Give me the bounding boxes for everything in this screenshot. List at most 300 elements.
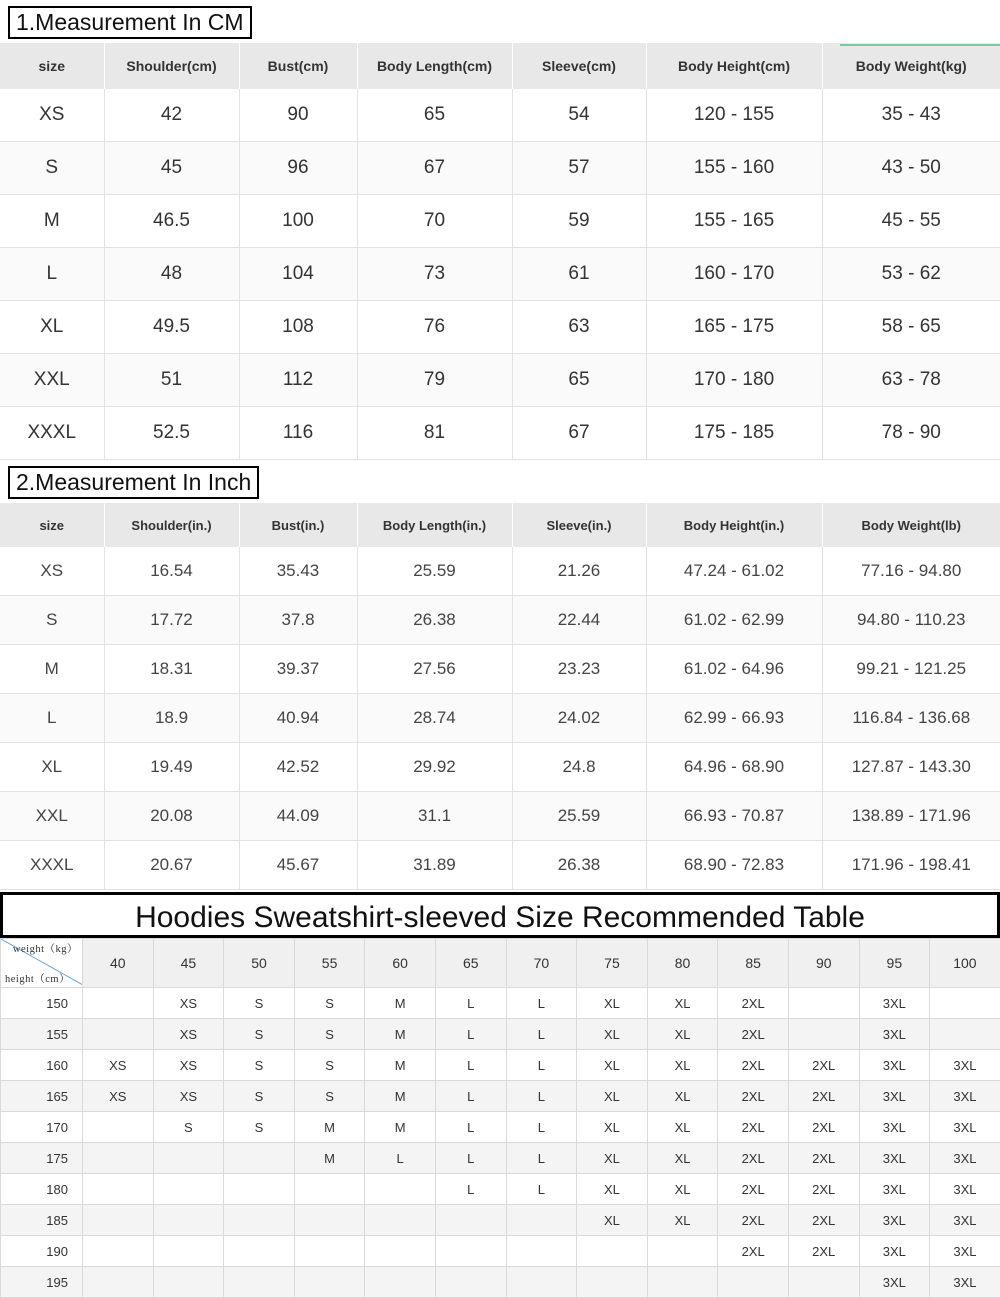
cell-body-length: 25.59 <box>357 547 512 596</box>
cell-body-height: 155 - 160 <box>646 142 822 195</box>
cell-body-height: 155 - 165 <box>646 195 822 248</box>
cell-body-weight: 35 - 43 <box>822 89 1000 142</box>
cell-body-length: 27.56 <box>357 645 512 694</box>
cell-size-recommendation <box>83 1143 154 1174</box>
cell-size-recommendation <box>153 1174 224 1205</box>
cell-size-recommendation <box>224 1236 295 1267</box>
table-row <box>0 694 1000 743</box>
cell-body-height: 64.96 - 68.90 <box>646 743 822 792</box>
cell-size-recommendation: XL <box>577 1174 648 1205</box>
cell-sleeve: 59 <box>512 195 646 248</box>
cell-size-recommendation: S <box>294 988 365 1019</box>
cell-body-length: 29.92 <box>357 743 512 792</box>
cell-body-length: 70 <box>357 195 512 248</box>
cell-sleeve: 65 <box>512 354 646 407</box>
cell-size-recommendation: L <box>435 1143 506 1174</box>
row-header-height: 150 <box>1 988 83 1019</box>
column-header-weight: 80 <box>647 939 718 988</box>
cell-size-recommendation <box>83 1267 154 1298</box>
table-row <box>1 1236 1000 1267</box>
cell-body-length: 28.74 <box>357 694 512 743</box>
cell-size-recommendation: 3XL <box>859 1174 930 1205</box>
table-row <box>0 89 1000 142</box>
table-row <box>1 1143 1000 1174</box>
cell-size-recommendation: XL <box>647 1143 718 1174</box>
cell-size-recommendation: XL <box>577 1081 648 1112</box>
cell-size-recommendation <box>83 1236 154 1267</box>
accent-rule <box>840 44 1000 46</box>
cell-sleeve: 22.44 <box>512 596 646 645</box>
cell-shoulder: 52.5 <box>104 407 239 460</box>
recommended-table-title: Hoodies Sweatshirt-sleeved Size Recommended Table <box>0 892 1000 938</box>
cell-size-recommendation: 3XL <box>859 1205 930 1236</box>
cell-size-recommendation: 3XL <box>859 1081 930 1112</box>
cell-body-length: 73 <box>357 248 512 301</box>
cell-size-recommendation <box>718 1267 789 1298</box>
cell-size-recommendation <box>506 1205 577 1236</box>
column-header-body-length: Body Length(in.) <box>357 503 512 547</box>
cell-shoulder: 48 <box>104 248 239 301</box>
cell-size-recommendation: XS <box>153 988 224 1019</box>
cell-bust: 112 <box>239 354 357 407</box>
table-row <box>0 547 1000 596</box>
cell-bust: 100 <box>239 195 357 248</box>
cell-body-height: 68.90 - 72.83 <box>646 841 822 890</box>
cell-size-recommendation: 3XL <box>930 1143 1000 1174</box>
cell-size: S <box>0 142 104 195</box>
cell-size-recommendation: 2XL <box>718 1081 789 1112</box>
cell-body-weight: 43 - 50 <box>822 142 1000 195</box>
column-header-shoulder: Shoulder(in.) <box>104 503 239 547</box>
cell-size-recommendation: L <box>435 1081 506 1112</box>
cell-shoulder: 20.08 <box>104 792 239 841</box>
cell-body-length: 65 <box>357 89 512 142</box>
cell-size-recommendation: XL <box>577 1019 648 1050</box>
cell-size-recommendation: L <box>435 1174 506 1205</box>
size-recommendation-table <box>0 938 1000 1298</box>
cell-body-height: 170 - 180 <box>646 354 822 407</box>
cell-size-recommendation: 2XL <box>718 1019 789 1050</box>
cell-size-recommendation <box>294 1267 365 1298</box>
cell-body-height: 120 - 155 <box>646 89 822 142</box>
cell-size-recommendation: M <box>365 1112 436 1143</box>
cell-size-recommendation: L <box>506 1143 577 1174</box>
cell-size-recommendation <box>930 988 1000 1019</box>
cell-body-height: 66.93 - 70.87 <box>646 792 822 841</box>
cell-body-weight: 116.84 - 136.68 <box>822 694 1000 743</box>
cell-size-recommendation: 2XL <box>788 1081 859 1112</box>
cell-size-recommendation <box>365 1236 436 1267</box>
cell-size-recommendation <box>153 1205 224 1236</box>
cell-bust: 96 <box>239 142 357 195</box>
cell-size: XL <box>0 301 104 354</box>
cell-bust: 35.43 <box>239 547 357 596</box>
cell-body-length: 31.89 <box>357 841 512 890</box>
cell-size-recommendation <box>224 1267 295 1298</box>
cell-body-weight: 77.16 - 94.80 <box>822 547 1000 596</box>
cell-size-recommendation <box>83 1174 154 1205</box>
cell-body-weight: 45 - 55 <box>822 195 1000 248</box>
cell-size-recommendation: 3XL <box>930 1174 1000 1205</box>
row-header-height: 160 <box>1 1050 83 1081</box>
cell-size-recommendation: M <box>365 1081 436 1112</box>
cell-shoulder: 16.54 <box>104 547 239 596</box>
cell-size: XXL <box>0 354 104 407</box>
cell-size-recommendation: XL <box>577 1050 648 1081</box>
cell-size: M <box>0 195 104 248</box>
cell-size-recommendation <box>930 1019 1000 1050</box>
cell-size-recommendation <box>788 1019 859 1050</box>
column-header-body-weight: Body Weight(kg) <box>822 43 1000 89</box>
column-header-weight: 65 <box>435 939 506 988</box>
cell-size-recommendation: XL <box>577 1205 648 1236</box>
cell-sleeve: 21.26 <box>512 547 646 596</box>
cell-bust: 44.09 <box>239 792 357 841</box>
column-header-weight: 95 <box>859 939 930 988</box>
cell-body-height: 175 - 185 <box>646 407 822 460</box>
cell-size-recommendation: 3XL <box>930 1236 1000 1267</box>
cell-size: XL <box>0 743 104 792</box>
cell-bust: 45.67 <box>239 841 357 890</box>
row-header-height: 195 <box>1 1267 83 1298</box>
cell-size-recommendation: XL <box>647 1174 718 1205</box>
cell-size: XS <box>0 89 104 142</box>
cell-size-recommendation: 2XL <box>718 988 789 1019</box>
cell-body-length: 67 <box>357 142 512 195</box>
cell-size-recommendation: M <box>294 1143 365 1174</box>
cell-body-length: 81 <box>357 407 512 460</box>
cell-size-recommendation <box>153 1267 224 1298</box>
row-header-height: 180 <box>1 1174 83 1205</box>
column-header-bust: Bust(in.) <box>239 503 357 547</box>
table-row <box>0 301 1000 354</box>
cell-size-recommendation: XS <box>153 1019 224 1050</box>
cell-size-recommendation <box>224 1205 295 1236</box>
cell-sleeve: 67 <box>512 407 646 460</box>
section-heading-cm: 1.Measurement In CM <box>8 6 252 39</box>
table-row <box>1 1112 1000 1143</box>
cell-size-recommendation: 3XL <box>859 1236 930 1267</box>
cell-sleeve: 23.23 <box>512 645 646 694</box>
column-header-size: size <box>0 503 104 547</box>
cell-size-recommendation <box>506 1267 577 1298</box>
column-header-sleeve: Sleeve(in.) <box>512 503 646 547</box>
table-row <box>0 407 1000 460</box>
cell-size-recommendation: 3XL <box>930 1112 1000 1143</box>
cell-body-weight: 58 - 65 <box>822 301 1000 354</box>
cell-body-length: 26.38 <box>357 596 512 645</box>
column-header-sleeve: Sleeve(cm) <box>512 43 646 89</box>
cell-size-recommendation: 2XL <box>788 1205 859 1236</box>
table-row <box>0 248 1000 301</box>
cell-size-recommendation: XL <box>647 988 718 1019</box>
column-header-weight: 60 <box>365 939 436 988</box>
table-row <box>0 354 1000 407</box>
cell-size: XXXL <box>0 407 104 460</box>
cell-shoulder: 46.5 <box>104 195 239 248</box>
cell-sleeve: 61 <box>512 248 646 301</box>
cell-size-recommendation <box>506 1236 577 1267</box>
cell-size-recommendation: 2XL <box>718 1205 789 1236</box>
cell-size-recommendation: S <box>294 1081 365 1112</box>
cell-size-recommendation <box>294 1236 365 1267</box>
cell-size-recommendation: 3XL <box>930 1050 1000 1081</box>
cell-size-recommendation: 3XL <box>859 988 930 1019</box>
cell-shoulder: 19.49 <box>104 743 239 792</box>
row-header-height: 155 <box>1 1019 83 1050</box>
cell-size-recommendation <box>788 988 859 1019</box>
cell-size-recommendation <box>435 1236 506 1267</box>
cell-size-recommendation <box>153 1236 224 1267</box>
cell-size-recommendation <box>83 988 154 1019</box>
cell-size-recommendation: 3XL <box>930 1081 1000 1112</box>
cell-size-recommendation <box>577 1236 648 1267</box>
row-header-height: 175 <box>1 1143 83 1174</box>
cell-size-recommendation: 2XL <box>788 1050 859 1081</box>
cell-size-recommendation: 3XL <box>859 1112 930 1143</box>
cell-size-recommendation: 2XL <box>718 1174 789 1205</box>
cell-size: M <box>0 645 104 694</box>
column-header-body-height: Body Height(in.) <box>646 503 822 547</box>
table-row <box>1 1050 1000 1081</box>
column-header-size: size <box>0 43 104 89</box>
column-header-shoulder: Shoulder(cm) <box>104 43 239 89</box>
cell-size-recommendation: 2XL <box>718 1236 789 1267</box>
cell-size-recommendation <box>365 1174 436 1205</box>
cell-body-length: 76 <box>357 301 512 354</box>
cell-sleeve: 24.02 <box>512 694 646 743</box>
cell-body-weight: 78 - 90 <box>822 407 1000 460</box>
cell-size-recommendation: L <box>506 1019 577 1050</box>
cell-sleeve: 63 <box>512 301 646 354</box>
axis-label-weight: weight（kg） <box>13 941 78 956</box>
table-header-row <box>1 939 1000 988</box>
cell-body-weight: 94.80 - 110.23 <box>822 596 1000 645</box>
cell-size-recommendation: 2XL <box>718 1112 789 1143</box>
cell-size-recommendation: L <box>506 988 577 1019</box>
cell-size-recommendation <box>435 1267 506 1298</box>
cell-size-recommendation: 3XL <box>930 1267 1000 1298</box>
cell-body-height: 62.99 - 66.93 <box>646 694 822 743</box>
table-row <box>0 142 1000 195</box>
cell-size-recommendation: S <box>224 1112 295 1143</box>
axis-label-height: height（cm） <box>5 974 70 985</box>
cell-shoulder: 18.31 <box>104 645 239 694</box>
row-header-height: 165 <box>1 1081 83 1112</box>
cell-shoulder: 20.67 <box>104 841 239 890</box>
cell-sleeve: 54 <box>512 89 646 142</box>
column-header-weight: 90 <box>788 939 859 988</box>
cell-bust: 37.8 <box>239 596 357 645</box>
cell-body-weight: 171.96 - 198.41 <box>822 841 1000 890</box>
cell-shoulder: 18.9 <box>104 694 239 743</box>
cell-body-weight: 99.21 - 121.25 <box>822 645 1000 694</box>
cell-size-recommendation: L <box>506 1174 577 1205</box>
cell-size-recommendation: 3XL <box>859 1050 930 1081</box>
cell-size: S <box>0 596 104 645</box>
cell-sleeve: 26.38 <box>512 841 646 890</box>
column-header-weight: 55 <box>294 939 365 988</box>
cell-body-height: 160 - 170 <box>646 248 822 301</box>
table-row <box>0 645 1000 694</box>
cell-size-recommendation: XL <box>647 1112 718 1143</box>
cell-size-recommendation <box>435 1205 506 1236</box>
column-header-body-weight: Body Weight(lb) <box>822 503 1000 547</box>
cell-body-height: 47.24 - 61.02 <box>646 547 822 596</box>
cell-shoulder: 49.5 <box>104 301 239 354</box>
table-row <box>1 1019 1000 1050</box>
column-header-body-height: Body Height(cm) <box>646 43 822 89</box>
cell-size-recommendation: L <box>435 1112 506 1143</box>
cell-size-recommendation: XL <box>647 1019 718 1050</box>
cell-size-recommendation <box>647 1267 718 1298</box>
cell-size-recommendation: 2XL <box>788 1112 859 1143</box>
table-row <box>0 596 1000 645</box>
cell-bust: 40.94 <box>239 694 357 743</box>
table-row <box>0 195 1000 248</box>
cell-size-recommendation: 2XL <box>788 1174 859 1205</box>
cell-body-weight: 53 - 62 <box>822 248 1000 301</box>
column-header-weight: 45 <box>153 939 224 988</box>
column-header-weight: 85 <box>718 939 789 988</box>
column-header-weight: 70 <box>506 939 577 988</box>
cell-size: XS <box>0 547 104 596</box>
cell-size-recommendation: 2XL <box>788 1236 859 1267</box>
cell-size-recommendation: 3XL <box>859 1267 930 1298</box>
table-row <box>1 1205 1000 1236</box>
table-row <box>0 841 1000 890</box>
cell-size-recommendation <box>577 1267 648 1298</box>
cell-size-recommendation <box>83 1205 154 1236</box>
cell-size: L <box>0 694 104 743</box>
cell-size-recommendation: XL <box>647 1205 718 1236</box>
cell-size-recommendation <box>647 1236 718 1267</box>
cell-sleeve: 57 <box>512 142 646 195</box>
column-header-weight: 50 <box>224 939 295 988</box>
cell-body-length: 31.1 <box>357 792 512 841</box>
cell-size-recommendation: XS <box>83 1081 154 1112</box>
cell-size-recommendation: XS <box>153 1050 224 1081</box>
cell-bust: 90 <box>239 89 357 142</box>
cell-size-recommendation: XL <box>647 1050 718 1081</box>
cell-size: L <box>0 248 104 301</box>
cell-size-recommendation: 3XL <box>859 1019 930 1050</box>
table-row <box>0 743 1000 792</box>
cell-size-recommendation <box>83 1019 154 1050</box>
measurement-table-inch <box>0 503 1000 890</box>
row-header-height: 170 <box>1 1112 83 1143</box>
axis-corner-cell <box>1 939 83 988</box>
column-header-weight: 100 <box>930 939 1000 988</box>
cell-size-recommendation: XS <box>153 1081 224 1112</box>
cell-shoulder: 42 <box>104 89 239 142</box>
cell-body-height: 61.02 - 62.99 <box>646 596 822 645</box>
cell-size-recommendation: 2XL <box>788 1143 859 1174</box>
cell-size-recommendation: M <box>365 1019 436 1050</box>
table-row <box>1 1081 1000 1112</box>
cell-size-recommendation: XL <box>577 1143 648 1174</box>
table-row <box>1 1267 1000 1298</box>
cell-size-recommendation: S <box>224 1050 295 1081</box>
cell-shoulder: 51 <box>104 354 239 407</box>
cell-size-recommendation: M <box>365 988 436 1019</box>
cell-bust: 116 <box>239 407 357 460</box>
cell-size-recommendation <box>224 1143 295 1174</box>
cell-body-height: 165 - 175 <box>646 301 822 354</box>
cell-size-recommendation: XL <box>647 1081 718 1112</box>
cell-bust: 42.52 <box>239 743 357 792</box>
cell-size-recommendation <box>294 1174 365 1205</box>
cell-size-recommendation <box>224 1174 295 1205</box>
cell-size-recommendation <box>153 1143 224 1174</box>
cell-body-weight: 127.87 - 143.30 <box>822 743 1000 792</box>
cell-size-recommendation <box>365 1205 436 1236</box>
cell-size-recommendation <box>294 1205 365 1236</box>
cell-size-recommendation: S <box>294 1050 365 1081</box>
cell-size: XXL <box>0 792 104 841</box>
table-row <box>1 1174 1000 1205</box>
cell-size-recommendation: L <box>435 988 506 1019</box>
cell-size: XXXL <box>0 841 104 890</box>
cell-size-recommendation: L <box>506 1050 577 1081</box>
row-header-height: 190 <box>1 1236 83 1267</box>
cell-size-recommendation: L <box>506 1112 577 1143</box>
cell-shoulder: 17.72 <box>104 596 239 645</box>
cell-size-recommendation: S <box>224 1019 295 1050</box>
cell-size-recommendation: XS <box>83 1050 154 1081</box>
table-header-row <box>0 503 1000 547</box>
column-header-body-length: Body Length(cm) <box>357 43 512 89</box>
column-header-weight: 40 <box>83 939 154 988</box>
cell-size-recommendation: XL <box>577 988 648 1019</box>
cell-body-height: 61.02 - 64.96 <box>646 645 822 694</box>
cell-size-recommendation: XL <box>577 1112 648 1143</box>
cell-size-recommendation <box>365 1267 436 1298</box>
section-heading-inch: 2.Measurement In Inch <box>8 466 259 499</box>
cell-size-recommendation: L <box>506 1081 577 1112</box>
cell-size-recommendation: L <box>435 1050 506 1081</box>
table-header-row <box>0 43 1000 89</box>
cell-shoulder: 45 <box>104 142 239 195</box>
cell-size-recommendation: L <box>435 1019 506 1050</box>
cell-size-recommendation: L <box>365 1143 436 1174</box>
cell-body-weight: 138.89 - 171.96 <box>822 792 1000 841</box>
measurement-table-cm <box>0 43 1000 460</box>
cell-size-recommendation: S <box>153 1112 224 1143</box>
cell-sleeve: 25.59 <box>512 792 646 841</box>
cell-size-recommendation: 3XL <box>930 1205 1000 1236</box>
table-row <box>1 988 1000 1019</box>
cell-sleeve: 24.8 <box>512 743 646 792</box>
section-heading-inch-wrap <box>0 460 1000 503</box>
column-header-bust: Bust(cm) <box>239 43 357 89</box>
cell-size-recommendation: 2XL <box>718 1143 789 1174</box>
cell-size-recommendation: S <box>294 1019 365 1050</box>
cell-size-recommendation: M <box>365 1050 436 1081</box>
cell-size-recommendation: S <box>224 988 295 1019</box>
cell-size-recommendation: M <box>294 1112 365 1143</box>
section-heading-cm-wrap <box>0 0 1000 43</box>
cell-size-recommendation: 3XL <box>859 1143 930 1174</box>
column-header-weight: 75 <box>577 939 648 988</box>
cell-size-recommendation <box>788 1267 859 1298</box>
cell-body-length: 79 <box>357 354 512 407</box>
cell-bust: 108 <box>239 301 357 354</box>
table-row <box>0 792 1000 841</box>
cell-size-recommendation: 2XL <box>718 1050 789 1081</box>
cell-body-weight: 63 - 78 <box>822 354 1000 407</box>
cell-size-recommendation: S <box>224 1081 295 1112</box>
